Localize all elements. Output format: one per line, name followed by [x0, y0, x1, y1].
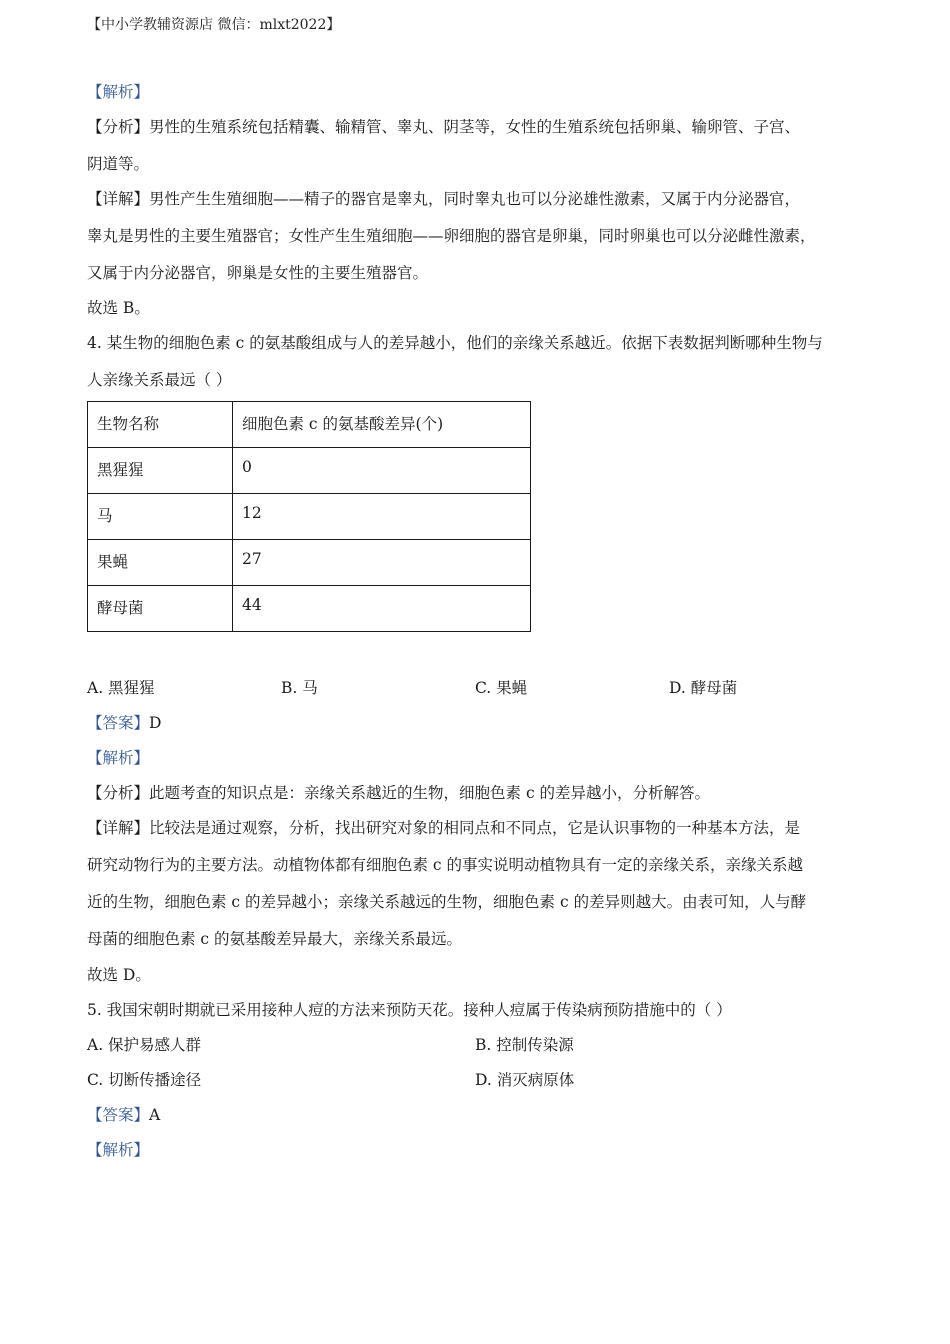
q5-jiexi-label: 【解析】 [87, 1141, 150, 1159]
table-cell-difference: 12 [233, 494, 531, 540]
table-cell-organism: 马 [88, 494, 233, 540]
q4-option-c: C. 果蝇 [475, 679, 528, 697]
q4-xiangjie-line-3: 近的生物，细胞色素 c 的差异越小；亲缘关系越远的生物，细胞色素 c 的差异则越大。由表可知，人与酵 [87, 893, 807, 911]
q3-xiangjie-line-1 [87, 188, 800, 210]
table-row [88, 540, 531, 586]
q3-xiangjie-line-3: 又属于内分泌器官，卵巢是女性的主要生殖器官。 [87, 264, 429, 282]
q4-conclusion: 故选 D。 [87, 966, 151, 984]
q4-jiexi-label: 【解析】 [87, 749, 150, 767]
q4-option-b: B. 马 [281, 679, 318, 697]
table-header-cell: 细胞色素 c 的氨基酸差异(个) [233, 402, 531, 448]
q4-answer-line [87, 712, 161, 734]
q5-stem: 5. 我国宋朝时期就已采用接种人痘的方法来预防天花。接种人痘属于传染病预防措施中的（ ） [87, 1001, 732, 1019]
q4-stem-line-1: 4. 某生物的细胞色素 c 的氨基酸组成与人的差异越小，他们的亲缘关系越近。依据下表数据判断哪种生物与 [87, 334, 823, 352]
table-header-row [88, 402, 531, 448]
table-cell-difference: 44 [233, 586, 531, 632]
q3-xiangjie-line-2: 睾丸是男性的主要生殖器官；女性产生生殖细胞——卵细胞的器官是卵巢，同时卵巢也可以分泌雌性激素， [87, 227, 816, 245]
q5-answer-label: 【答案】 [87, 1106, 150, 1124]
table-cell-difference: 27 [233, 540, 531, 586]
table-cell-organism: 果蝇 [88, 540, 233, 586]
q4-answer-value: D [149, 714, 162, 732]
q3-xiangjie-label: 【详解】 [87, 190, 150, 208]
table-row [88, 586, 531, 632]
q4-xiangjie-label: 【详解】 [87, 819, 150, 837]
table-cell-organism: 黑猩猩 [88, 448, 233, 494]
q4-xiangjie-line-4: 母菌的细胞色素 c 的氨基酸差异最大，亲缘关系最远。 [87, 930, 463, 948]
q5-option-b: B. 控制传染源 [475, 1036, 574, 1054]
q5-option-c: C. 切断传播途径 [87, 1071, 202, 1089]
q4-option-a: A. 黑猩猩 [87, 679, 155, 697]
table-row [88, 448, 531, 494]
q4-xiangjie-line-2: 研究动物行为的主要方法。动植物体都有细胞色素 c 的事实说明动植物具有一定的亲缘关系，亲缘关系越 [87, 856, 804, 874]
q3-fenxi-line-2: 阴道等。 [87, 155, 150, 173]
page-header: 【中小学教辅资源店 微信：mlxt2022】 [87, 17, 341, 33]
q4-fenxi-line [87, 782, 710, 804]
q5-answer-value: A [149, 1106, 161, 1124]
q3-xiangjie-text-1: 男性产生生殖细胞——精子的器官是睾丸，同时睾丸也可以分泌雄性激素，又属于内分泌器官， [149, 190, 801, 208]
q4-stem-line-2: 人亲缘关系最远（ ） [87, 371, 232, 389]
table-header-cell: 生物名称 [88, 402, 233, 448]
table-cell-difference: 0 [233, 448, 531, 494]
q5-option-d: D. 消灭病原体 [475, 1071, 575, 1089]
q5-option-a: A. 保护易感人群 [87, 1036, 202, 1054]
q4-option-d: D. 酵母菌 [669, 679, 738, 697]
q4-fenxi-label: 【分析】 [87, 784, 150, 802]
q3-conclusion: 故选 B。 [87, 299, 150, 317]
q4-xiangjie-text-1: 比较法是通过观察，分析，找出研究对象的相同点和不同点，它是认识事物的一种基本方法，是 [149, 819, 801, 837]
q4-fenxi-text: 此题考查的知识点是：亲缘关系越近的生物，细胞色素 c 的差异越小，分析解答。 [149, 784, 711, 802]
q5-answer-line [87, 1104, 160, 1126]
q3-fenxi-label: 【分析】 [87, 118, 150, 136]
q4-answer-label: 【答案】 [87, 714, 150, 732]
q3-fenxi-line-1 [87, 116, 800, 138]
q4-data-table [87, 401, 531, 632]
table-cell-organism: 酵母菌 [88, 586, 233, 632]
q4-xiangjie-line-1 [87, 817, 800, 839]
q3-jiexi-label: 【解析】 [87, 83, 150, 101]
q3-fenxi-text-1: 男性的生殖系统包括精囊、输精管、睾丸、阴茎等，女性的生殖系统包括卵巢、输卵管、子宫、 [149, 118, 801, 136]
table-row [88, 494, 531, 540]
